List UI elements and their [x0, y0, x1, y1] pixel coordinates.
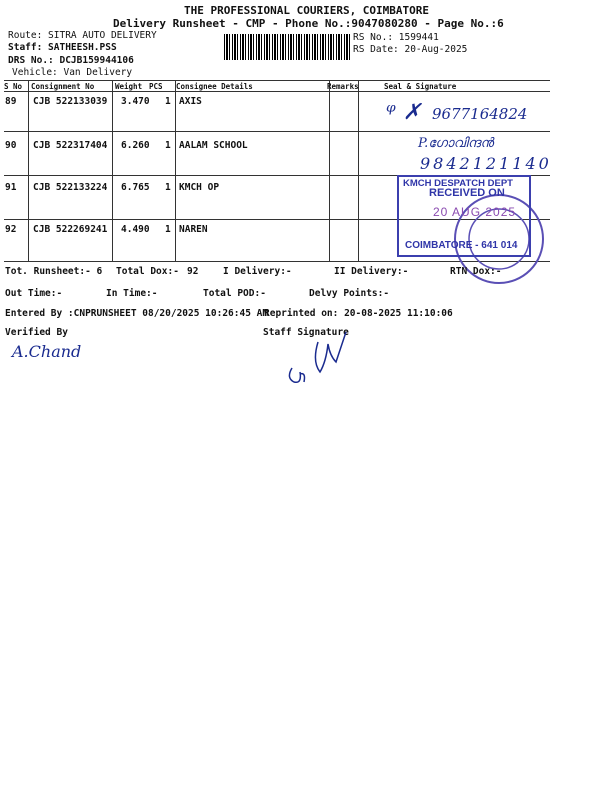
stamp-dept: KMCH DESPATCH DEPT	[403, 178, 513, 189]
barcode	[224, 34, 350, 60]
total-dox-value: 92	[187, 266, 199, 277]
col-line	[28, 80, 29, 261]
th-seal: Seal & Signature	[384, 82, 457, 91]
row-divider	[4, 131, 550, 132]
staff-label: Staff: SATHEESH.PSS	[8, 42, 117, 53]
row4-sno: 92	[5, 224, 17, 235]
runsheet-subtitle: Delivery Runsheet - CMP - Phone No.:9047080280 - Page No.:6	[113, 17, 504, 30]
row2-handwritten-name: P.ഗോവിന്ദൻ	[418, 136, 494, 151]
row1-consignment: CJB 522133039	[33, 96, 108, 107]
row4-consignment: CJB 522269241	[33, 224, 108, 235]
staff-signature-text	[316, 340, 339, 361]
col-line	[329, 80, 330, 261]
drs-label: DRS No.: DCJB159944106	[8, 55, 134, 66]
company-title: THE PROFESSIONAL COURIERS, COIMBATORE	[184, 4, 430, 17]
row2-sno: 90	[5, 140, 17, 151]
row3-consignee: KMCH OP	[179, 182, 220, 193]
stamp-received: RECEIVED ON	[429, 187, 505, 199]
row4-pcs: 1	[165, 224, 171, 235]
row3-weight: 6.765	[121, 182, 150, 193]
table-top-line	[4, 80, 550, 81]
row1-pcs: 1	[165, 96, 171, 107]
total-pod: Total POD:-	[203, 288, 266, 299]
tot-runsheet: Tot. Runsheet:- 6	[5, 266, 103, 277]
row3-consignment: CJB 522133224	[33, 182, 108, 193]
row2-pcs: 1	[165, 140, 171, 151]
row2-consignment: CJB 522317404	[33, 140, 108, 151]
row3-pcs: 1	[165, 182, 171, 193]
row1-signature-mark: ᵠ ✗	[386, 100, 422, 125]
row1-sno: 89	[5, 96, 17, 107]
verified-by: Verified By	[5, 327, 68, 338]
th-remarks: Remarks	[327, 82, 359, 91]
rs-date: RS Date: 20-Aug-2025	[353, 44, 468, 55]
rs-number: RS No.: 1599441	[353, 32, 439, 43]
col-line	[112, 80, 113, 261]
reprinted-on: Reprinted on: 20-08-2025 11:10:06	[264, 308, 453, 319]
vehicle-label: Vehicle: Van Delivery	[12, 67, 133, 78]
out-time: Out Time:-	[5, 288, 63, 299]
total-dox-label: Total Dox:-	[116, 266, 179, 277]
table-header-line	[4, 91, 550, 92]
received-stamp	[397, 175, 531, 257]
in-time: In Time:-	[106, 288, 158, 299]
row3-sno: 91	[5, 182, 17, 193]
row4-weight: 4.490	[121, 224, 150, 235]
stamp-date: 20 AUG 2025	[433, 205, 517, 219]
col-line	[358, 80, 359, 261]
row2-consignee: AALAM SCHOOL	[179, 140, 248, 151]
stamp-city: COIMBATORE - 641 014	[405, 240, 518, 251]
th-weight: Weight	[115, 82, 143, 91]
route-label: Route: SITRA AUTO DELIVERY	[8, 30, 157, 41]
entered-by: Entered By :CNPRUNSHEET 08/20/2025 10:26:45 AM	[5, 308, 269, 319]
row2-weight: 6.260	[121, 140, 150, 151]
ii-delivery: II Delivery:-	[334, 266, 409, 277]
rtn-dox: RTN Dox:-	[450, 266, 502, 277]
th-sno: S No	[4, 82, 23, 91]
i-delivery: I Delivery:-	[223, 266, 292, 277]
col-line	[175, 80, 176, 261]
verified-signature: A.Chand	[12, 342, 82, 361]
delvy-points: Delvy Points:-	[309, 288, 390, 299]
row4-consignee: NAREN	[179, 224, 208, 235]
row1-handwritten-phone: 9677164824	[432, 105, 528, 123]
row2-handwritten-phone: 9842121140	[420, 154, 552, 173]
th-consignment: Consignment No	[31, 82, 95, 91]
th-consignee: Consignee Details	[176, 82, 253, 91]
row1-consignee: AXIS	[179, 96, 202, 107]
staff-signature-icon	[270, 330, 360, 390]
th-pcs: PCS	[149, 82, 163, 91]
row1-weight: 3.470	[121, 96, 150, 107]
staff-signature-label: Staff Signature	[263, 327, 349, 338]
